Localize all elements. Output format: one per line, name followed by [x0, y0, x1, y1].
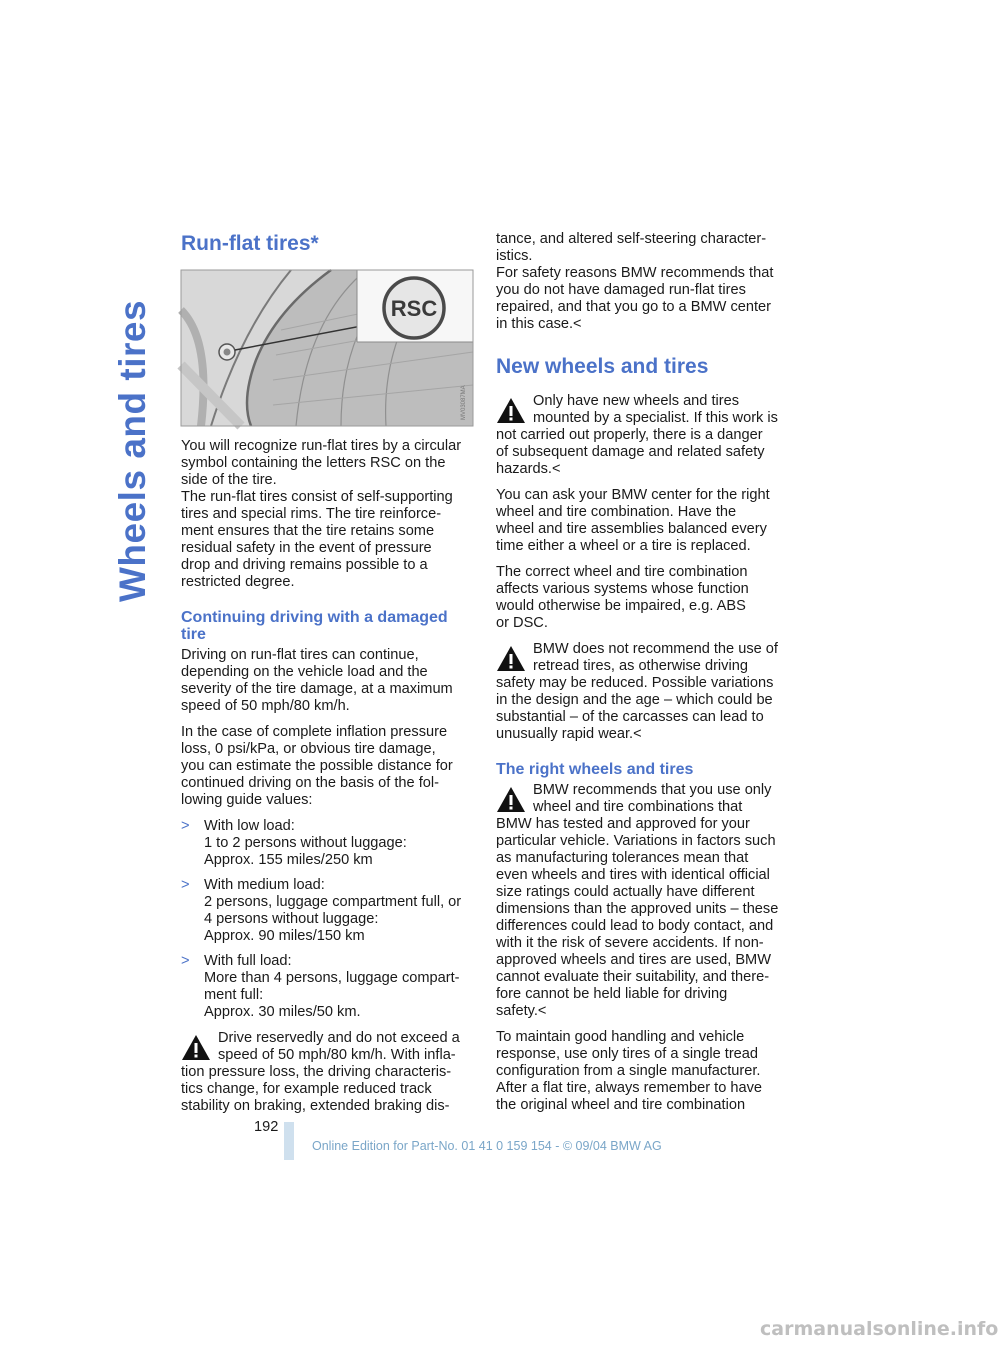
footer-edition-text: Online Edition for Part-No. 01 41 0 159 154 - © 09/04 BMW AG [312, 1139, 662, 1153]
tire-illustration [181, 270, 473, 426]
heading-right-wheels: The right wheels and tires [496, 761, 694, 778]
bullet-marker: > [181, 818, 190, 834]
continued-paragraph: tance, and altered self-steering character- istics. For safety reasons BMW recommends that you do not have damaged run-flat tires repaired, and that you go to a BMW center in this case.< [496, 231, 774, 332]
rsc-tire-figure [181, 270, 473, 426]
heading-continuing-driving: Continuing driving with a damaged tire [181, 609, 448, 643]
load-guide-list [181, 818, 473, 1021]
right-column [496, 231, 788, 1123]
continuing-driving-paragraph: Driving on run-flat tires can continue, depending on the vehicle load and the severity of the tire damage, at a maximum speed of 50 mph/80 km/h. [181, 647, 453, 714]
bullet-marker: > [181, 877, 190, 893]
correct-combination-paragraph: The correct wheel and tire combination affects various systems whose function would otherwise be impaired, e.g. ABS or DSC. [496, 564, 749, 631]
warning-drive-reservedly: Drive reservedly and do not exceed a speed of 50 mph/80 km/h. With infla- tion pressure loss, the driving characteris- tics change, for example reduced track stability on braking, extended braking dis- [181, 1030, 460, 1114]
rsc-badge-text: RSC [390, 296, 438, 321]
warning-triangle-icon [496, 786, 526, 813]
heading-run-flat-tires: Run-flat tires* [181, 232, 319, 255]
warning-triangle-icon [181, 1034, 211, 1061]
warning-new-wheels: Only have new wheels and tires mounted by a specialist. If this work is not carried out properly, there is a danger of subsequent damage and related safety hazards.< [496, 393, 778, 477]
list-item: > With medium load: 2 persons, luggage compartment full, or 4 persons without luggage: Approx. 90 miles/150 km [181, 877, 462, 944]
warning-triangle-icon [496, 645, 526, 672]
warning-retread-tires: BMW does not recommend the use of retread tires, as otherwise driving safety may be reduced. Possible variations in the design and the age – which could be substantial – of the carcasses can lead to unusually rapid wear.< [496, 641, 778, 742]
bullet-marker: > [181, 953, 190, 969]
heading-new-wheels: New wheels and tires [496, 355, 709, 378]
page-number: 192 [254, 1119, 279, 1135]
site-watermark: carmanualsonline.info [760, 1318, 998, 1340]
list-item: > With full load: More than 4 persons, luggage compart- ment full: Approx. 30 miles/50 km. [181, 953, 460, 1020]
footer-accent-bar [284, 1122, 294, 1160]
guide-values-paragraph: In the case of complete inflation pressure loss, 0 psi/kPa, or obvious tire damage, you can estimate the possible distance for continued driving on the basis of the fol- lowing guide values: [181, 724, 453, 808]
warning-triangle-icon [496, 397, 526, 424]
run-flat-intro: You will recognize run-flat tires by a circular symbol containing the letters RSC on the side of the tire. The run-flat tires consist of self-supporting tires and special rims. The tire reinforce- ment ensures that the tire retains some residual safety in the event of pressure drop and driving remains possible to a restricted degree. [181, 438, 462, 590]
list-item: > With low load: 1 to 2 persons without luggage: Approx. 155 miles/250 km [181, 818, 407, 868]
left-column [181, 226, 473, 1124]
bmw-center-paragraph: You can ask your BMW center for the right wheel and tire combination. Have the wheel and tire assemblies balanced every time either a wheel or a tire is replaced. [496, 487, 770, 554]
single-manufacturer-paragraph: To maintain good handling and vehicle response, use only tires of a single tread configuration from a single manufacturer. After a flat tire, always remember to have the original wheel and tire combination [496, 1029, 763, 1113]
section-side-title: Wheels and tires [112, 299, 153, 602]
warning-approved-combinations: BMW recommends that you use only wheel and tire combinations that BMW has tested and approved for your particular vehicle. Variations in factors such as manufacturing tolerances mean that even wheels and tires with identical official size ratings could actually have different dimensions than the approved units – these differences could lead to body contact, and with it the risk of severe accidents. If non- approved wheels and tires are used, BMW cannot evaluate their suitability, and there- fore cannot be held liable for driving safety.< [496, 782, 779, 1019]
figure-code-label: MV03087MA [461, 385, 467, 420]
